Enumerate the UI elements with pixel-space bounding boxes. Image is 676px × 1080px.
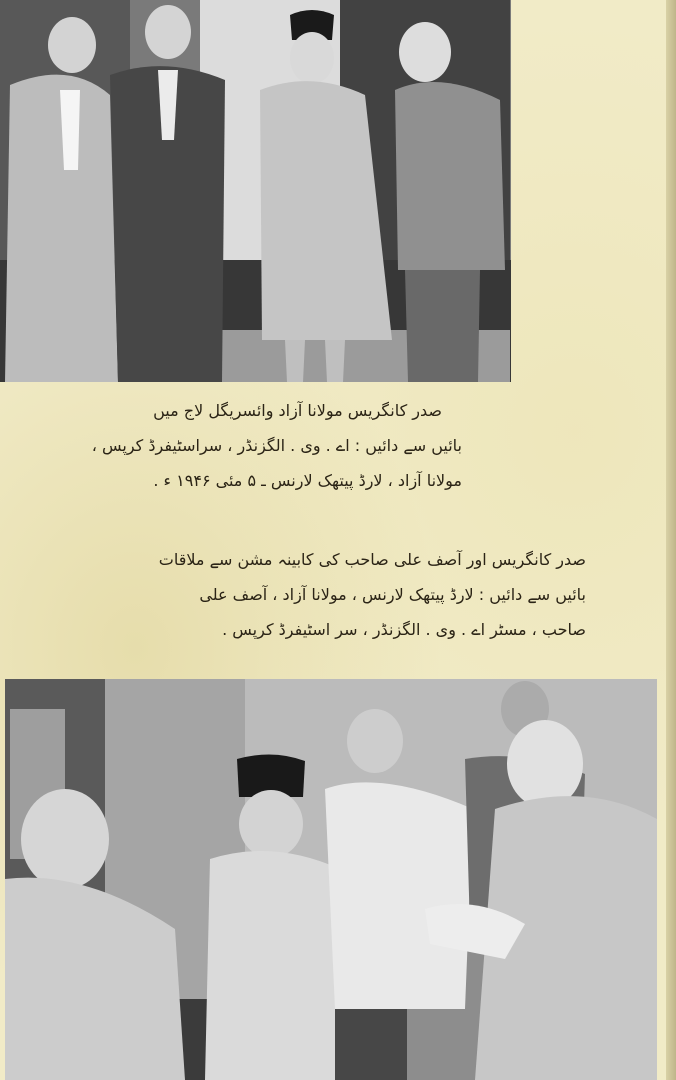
caption-top-line-3: مولانا آزاد ، لارڈ پیتھک لارنس ـ ۵ مئی ۱۹۴۶ ء . bbox=[153, 471, 462, 490]
caption-top-line-1: صدر کانگریس مولانا آزاد وائسریگل لاج میں bbox=[153, 401, 442, 420]
caption-bottom-line-3: صاحب ، مسٹر اے . وی . الگزنڈر ، سر اسٹیفرڈ کرپس . bbox=[222, 620, 586, 639]
photo-cabinet-mission-meeting bbox=[5, 679, 657, 1080]
caption-top-line-2: بائیں سے دائیں : اے . وی . الگزنڈر ، سراسٹیفرڈ کرپس ، bbox=[91, 436, 462, 455]
photo-cabinet-mission-meeting-image bbox=[5, 679, 657, 1080]
page-edge bbox=[666, 0, 676, 1080]
caption-top-photo bbox=[92, 393, 462, 498]
photo-viceregal-lodge-image bbox=[0, 0, 511, 382]
caption-bottom-photo bbox=[159, 542, 586, 647]
caption-bottom-line-1: صدر کانگریس اور آصف علی صاحب کی کابینہ مشن سے ملاقات bbox=[158, 550, 586, 569]
caption-bottom-line-2: بائیں سے دائیں : لارڈ پیتھک لارنس ، مولانا آزاد ، آصف علی bbox=[199, 585, 586, 604]
photo-viceregal-lodge bbox=[0, 0, 511, 382]
